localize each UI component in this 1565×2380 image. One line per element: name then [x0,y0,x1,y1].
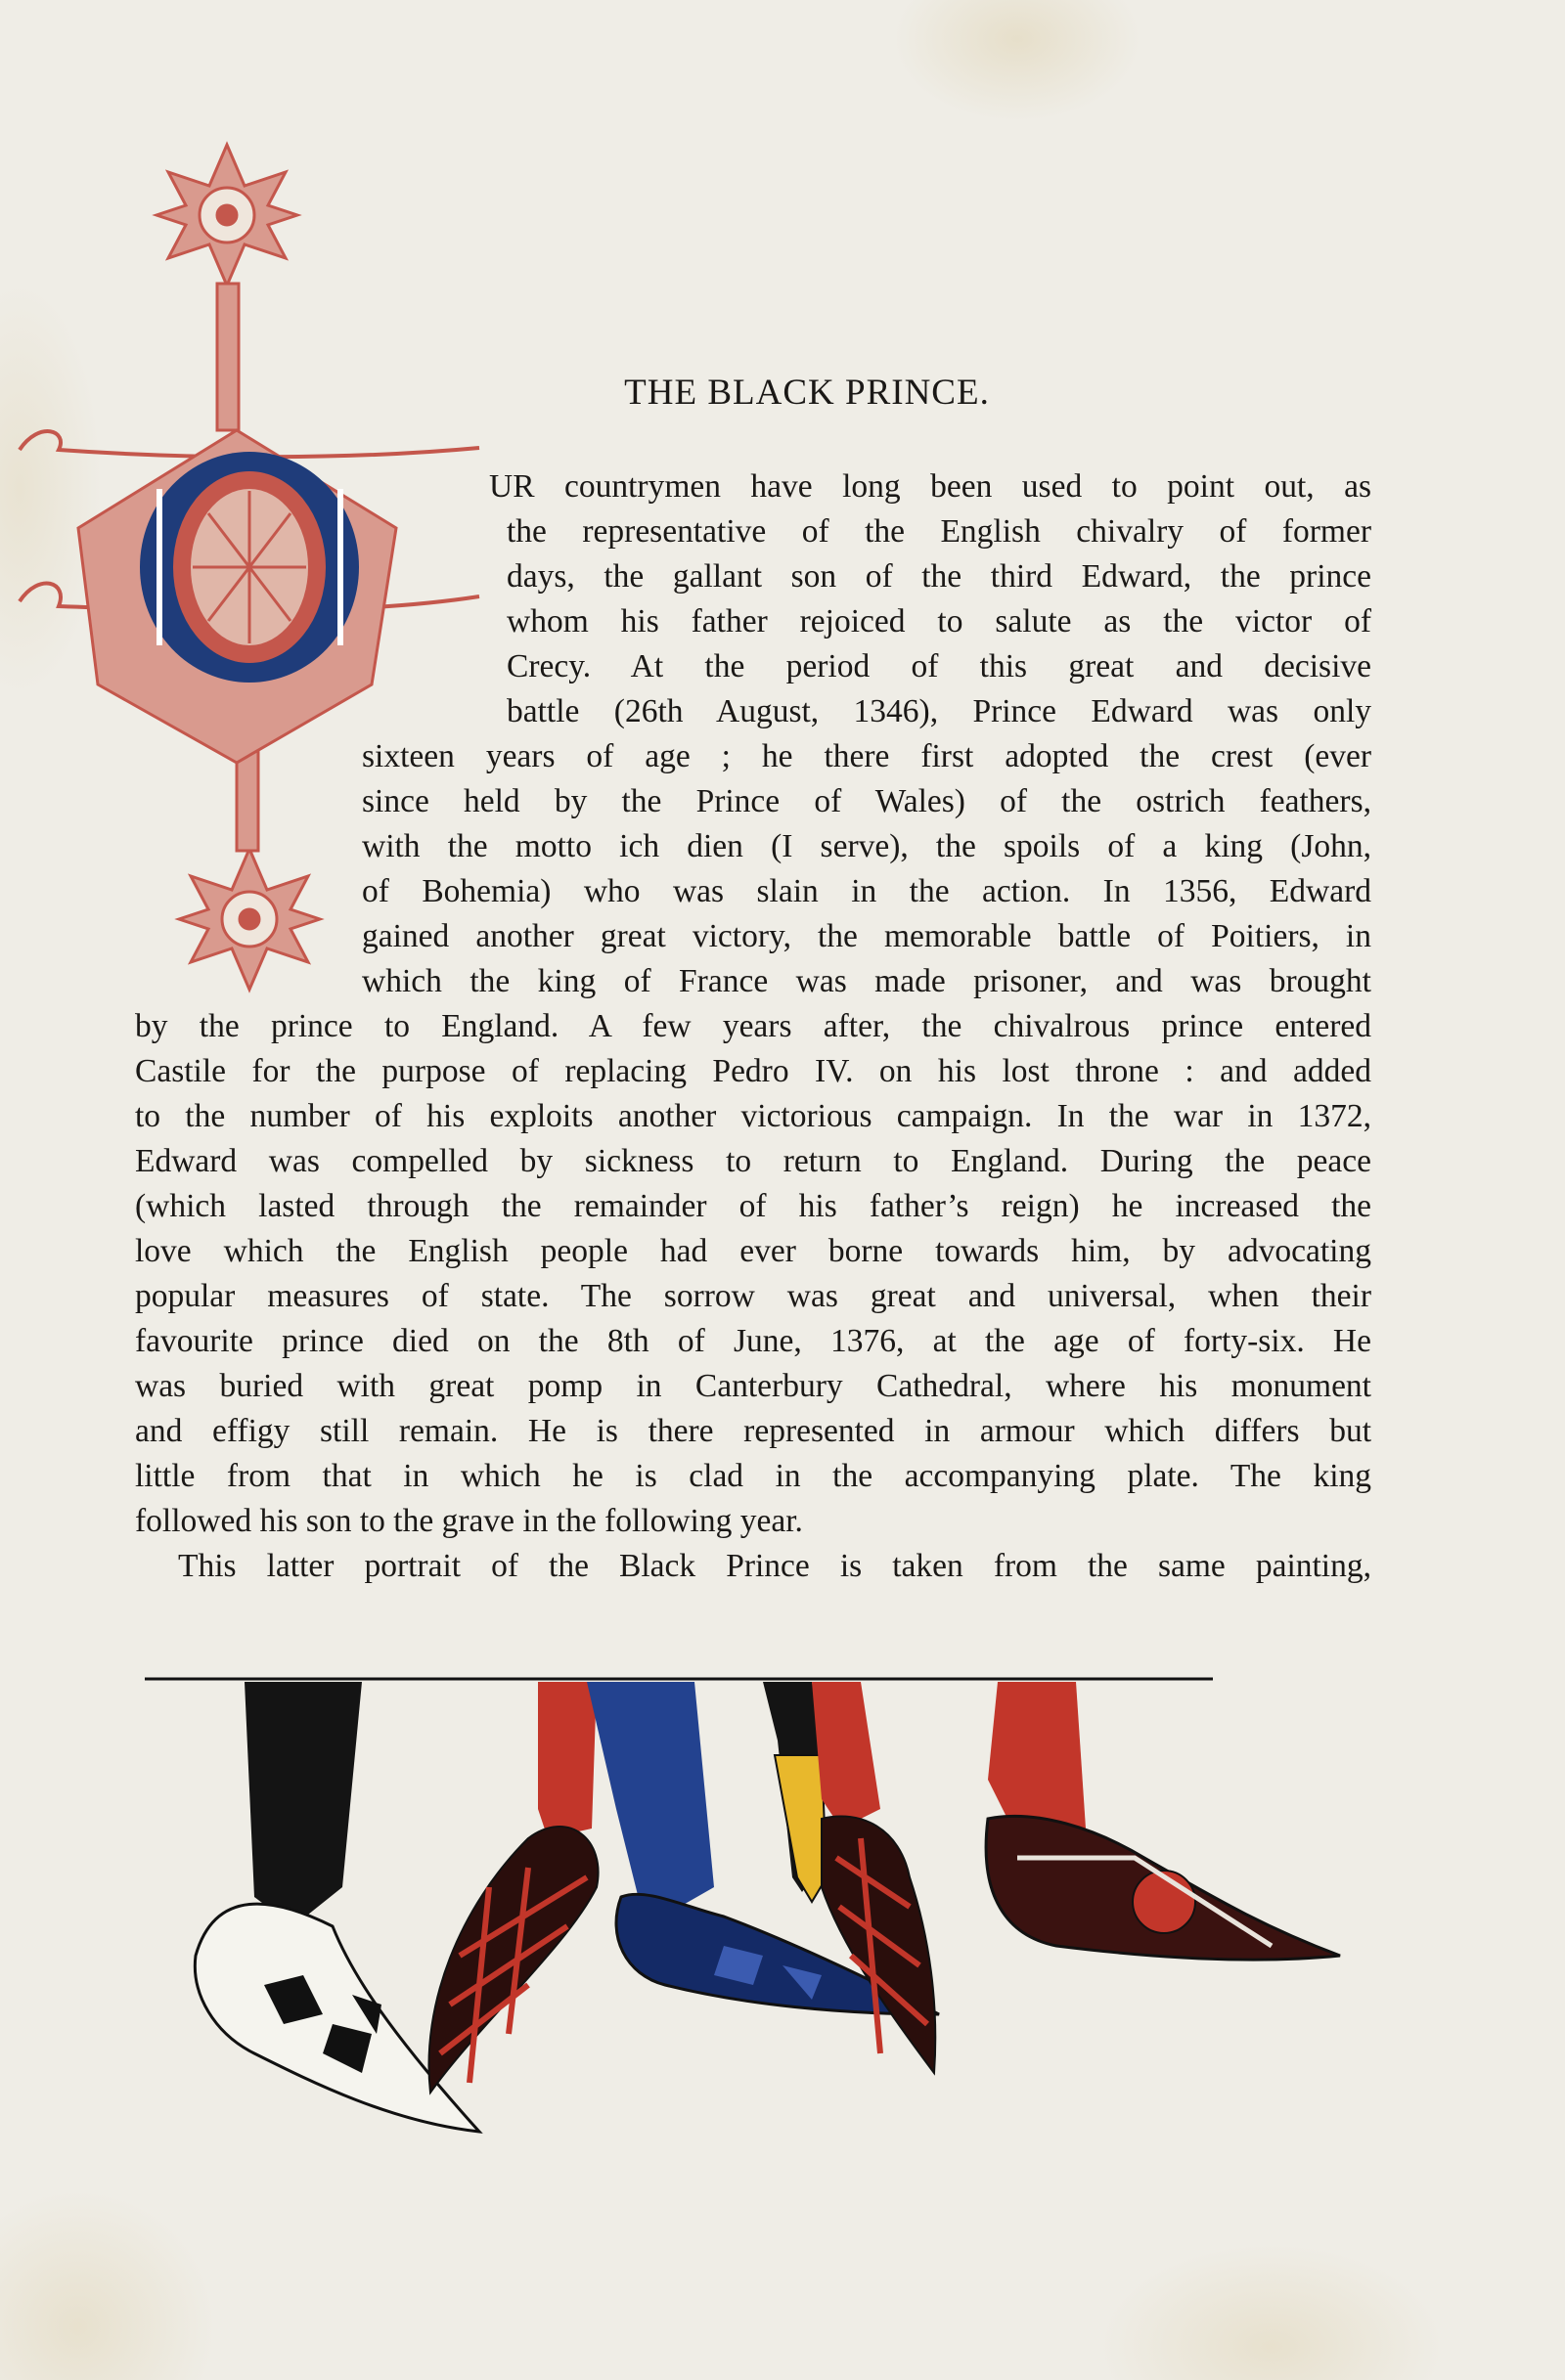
text-line: Edward was compelled by sickness to return to England. During the peace [135,1143,1371,1179]
text-line: popular measures of state. The sorrow was great and universal, when their [135,1278,1371,1314]
text-line: (which lasted through the remainder of his father’s reign) he increased the [135,1188,1371,1224]
text-line: which the king of France was made prisoner, and was brought [362,963,1371,999]
text-line: Castile for the purpose of replacing Pedro IV. on his lost throne : and added [135,1053,1371,1089]
text-line: favourite prince died on the 8th of June, 1376, at the age of forty-six. He [135,1323,1371,1359]
text-line: little from that in which he is clad in the accompanying plate. The king [135,1458,1371,1494]
feet-illustration [137,1662,1360,2171]
text-line: the representative of the English chivalry of former [507,513,1371,550]
text-line: battle (26th August, 1346), Prince Edward was only [507,693,1371,729]
text-line: since held by the Prince of Wales) of the ostrich feathers, [362,783,1371,819]
text-line: gained another great victory, the memorable battle of Poitiers, in [362,918,1371,954]
text-line: Crecy. At the period of this great and decisive [507,648,1371,684]
title-text: THE BLACK PRINCE. [624,373,990,413]
text-line: days, the gallant son of the third Edward, the prince [507,558,1371,595]
text-line: followed his son to the grave in the following year. [135,1503,803,1539]
text-line: love which the English people had ever borne towards him, by advocating [135,1233,1371,1269]
text-line: whom his father rejoiced to salute as the victor of [507,603,1371,639]
text-line: UR countrymen have long been used to point out, as [489,468,1371,505]
text-line: This latter portrait of the Black Prince is taken from the same painting, [178,1548,1371,1584]
text-line: by the prince to England. A few years after, the chivalrous prince entered [135,1008,1371,1044]
text-line: of Bohemia) who was slain in the action. In 1356, Edward [362,873,1371,909]
text-line: and effigy still remain. He is there represented in armour which differs but [135,1413,1371,1449]
text-line: with the motto ich dien (I serve), the spoils of a king (John, [362,828,1371,864]
text-line: sixteen years of age ; he there first adopted the crest (ever [362,738,1371,774]
text-line: to the number of his exploits another victorious campaign. In the war in 1372, [135,1098,1371,1134]
text-line: was buried with great pomp in Canterbury Cathedral, where his monument [135,1368,1371,1404]
